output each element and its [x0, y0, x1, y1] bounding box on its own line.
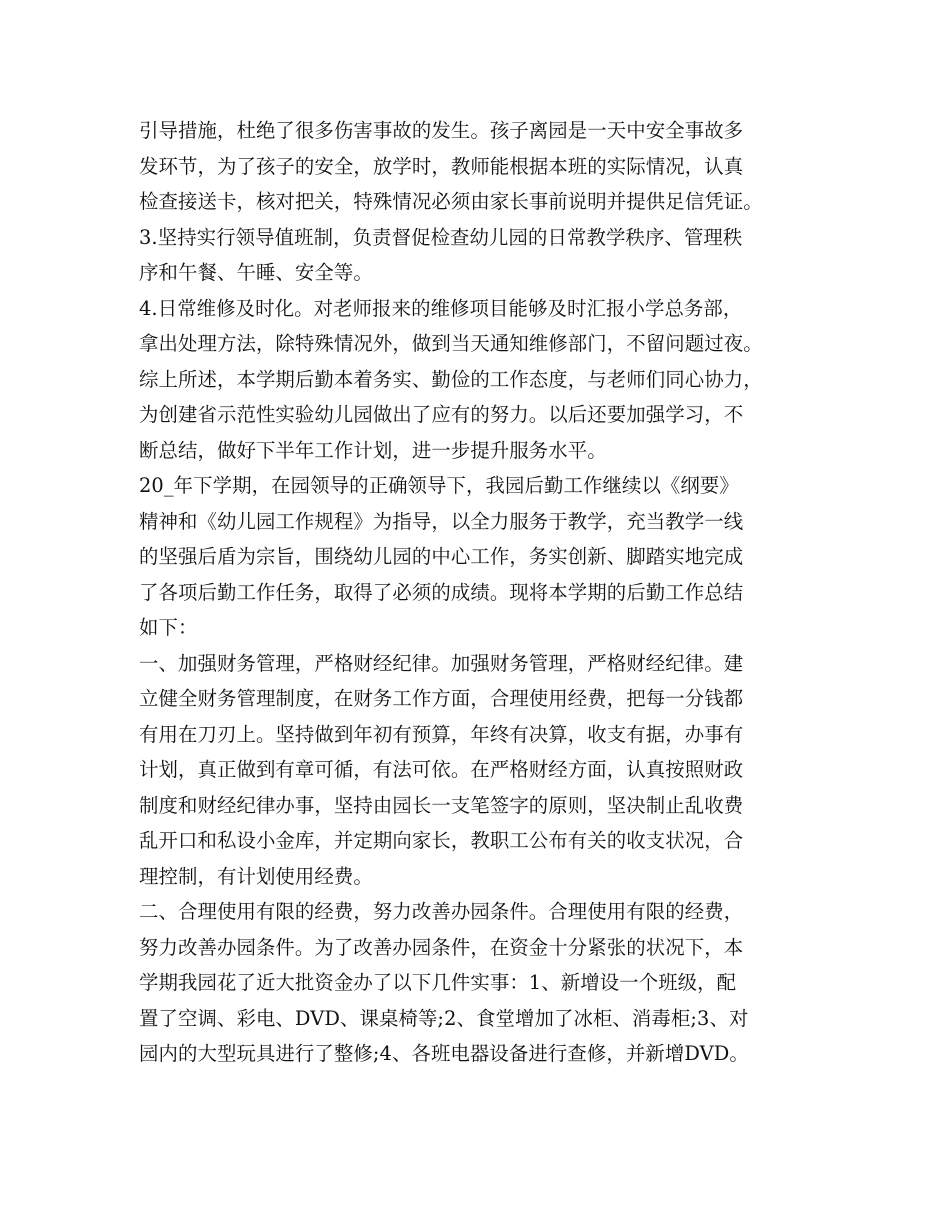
- body-text: [139, 113, 829, 1072]
- text-line: 的坚强后盾为宗旨，围绕幼儿园的中心工作，务实创新、脚踏实地完成: [139, 545, 744, 568]
- text-line: 引导措施，杜绝了很多伤害事故的发生。孩子离园是一天中安全事故多: [139, 119, 744, 142]
- text-line: 检查接送卡，核对把关，特殊情况必须由家长事前说明并提供足信凭证。: [139, 190, 763, 213]
- text-line: 序和午餐、午睡、安全等。: [139, 261, 373, 284]
- text-line: 发环节，为了孩子的安全，放学时，教师能根据本班的实际情况，认真: [139, 154, 744, 178]
- text-line: 4.日常维修及时化。对老师报来的维修项目能够及时汇报小学总务部，: [139, 296, 743, 320]
- text-line: 一、加强财务管理，严格财经纪律。加强财务管理，严格财经纪律。建: [139, 651, 744, 675]
- text-line: 立健全财务管理制度，在财务工作方面，合理使用经费，把每一分钱都: [139, 687, 744, 710]
- text-line: 如下：: [139, 616, 198, 639]
- text-line: 置了空调、彩电、DVD、课桌椅等;2、食堂增加了冰柜、消毒柜;3、对: [139, 1006, 749, 1030]
- text-line: 20_年下学期，在园领导的正确领导下，我园后勤工作继续以《纲要》: [139, 474, 739, 497]
- text-line: 计划，真正做到有章可循，有法可依。在严格财经方面，认真按照财政: [139, 758, 744, 781]
- text-line: 为创建省示范性实验幼儿园做出了应有的努力。以后还要加强学习，不: [139, 403, 744, 426]
- text-line: 断总结，做好下半年工作计划，进一步提升服务水平。: [139, 438, 607, 462]
- text-line: 学期我园花了近大批资金办了以下几件实事：1、新增设一个班级，配: [139, 971, 737, 994]
- text-line: 二、合理使用有限的经费，努力改善办园条件。合理使用有限的经费，: [139, 900, 744, 923]
- text-line: 综上所述，本学期后勤本着务实、勤俭的工作态度，与老师们同心协力，: [139, 367, 763, 391]
- text-line: 有用在刀刃上。坚持做到年初有预算，年终有决算，收支有据，办事有: [139, 722, 744, 746]
- text-line: 精神和《幼儿园工作规程》为指导，以全力服务于教学，充当教学一线: [139, 509, 744, 533]
- text-line: 3.坚持实行领导值班制，负责督促检查幼儿园的日常教学秩序、管理秩: [139, 225, 743, 249]
- text-line: 理控制，有计划使用经费。: [139, 864, 373, 888]
- text-line: 拿出处理方法，除特殊情况外，做到当天通知维修部门，不留问题过夜。: [139, 332, 763, 355]
- text-line: 园内的大型玩具进行了整修;4、各班电器设备进行查修，并新增DVD。: [139, 1042, 749, 1065]
- text-line: 制度和财经纪律办事，坚持由园长一支笔签字的原则，坚决制止乱收费: [139, 793, 744, 817]
- text-line: 了各项后勤工作任务，取得了必须的成绩。现将本学期的后勤工作总结: [139, 580, 744, 604]
- text-line: 努力改善办园条件。为了改善办园条件，在资金十分紧张的状况下，本: [139, 935, 744, 959]
- text-line: 乱开口和私设小金库，并定期向家长，教职工公布有关的收支状况，合: [139, 829, 744, 852]
